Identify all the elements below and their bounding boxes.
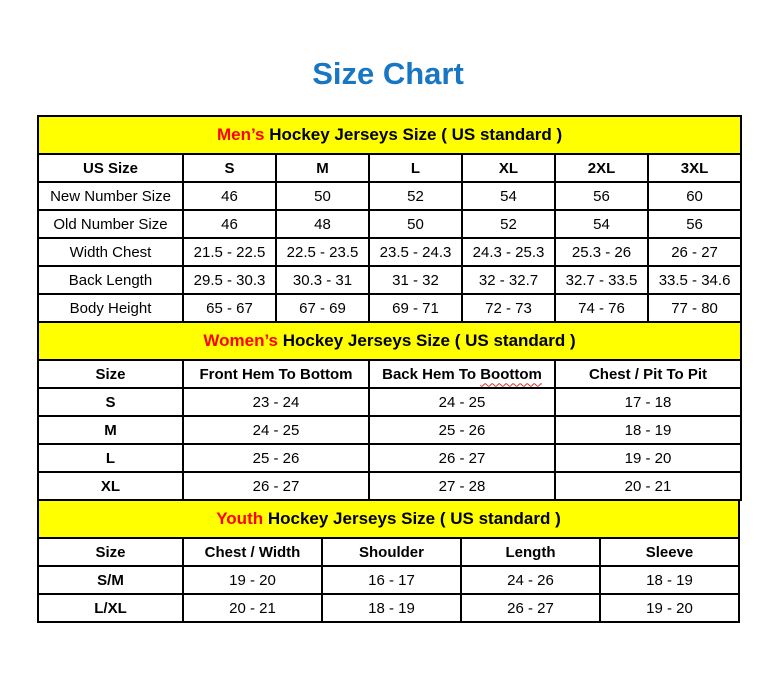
mens-section-band xyxy=(38,116,741,154)
row-label: XL xyxy=(38,472,183,500)
row-label: M xyxy=(38,416,183,444)
cell: 24 - 26 xyxy=(461,566,600,594)
cell: 25 - 26 xyxy=(369,416,555,444)
cell: 26 - 27 xyxy=(648,238,741,266)
row-label: Old Number Size xyxy=(38,210,183,238)
back-hem-prefix: Back Hem To xyxy=(382,365,481,383)
cell: 26 - 27 xyxy=(461,594,600,622)
womens-size-table xyxy=(37,321,742,501)
cell: 32 - 32.7 xyxy=(462,266,555,294)
size-chart-tables xyxy=(37,115,740,623)
cell: 54 xyxy=(462,182,555,210)
cell: 60 xyxy=(648,182,741,210)
table-row xyxy=(38,266,741,294)
youth-header-sleeve: Sleeve xyxy=(600,538,739,566)
mens-header-s: S xyxy=(183,154,276,182)
womens-header-row xyxy=(38,360,741,388)
cell: 52 xyxy=(462,210,555,238)
back-hem-misspelled-word: Boottom xyxy=(480,365,542,383)
mens-header-l: L xyxy=(369,154,462,182)
cell: 46 xyxy=(183,210,276,238)
cell: 18 - 19 xyxy=(555,416,741,444)
womens-section-band xyxy=(38,322,741,360)
cell: 67 - 69 xyxy=(276,294,369,322)
youth-section-title-highlight: Youth xyxy=(216,509,264,528)
cell: 20 - 21 xyxy=(183,594,322,622)
cell: 24 - 25 xyxy=(369,388,555,416)
cell: 20 - 21 xyxy=(555,472,741,500)
womens-header-back-hem xyxy=(369,360,555,388)
mens-header-3xl: 3XL xyxy=(648,154,741,182)
mens-header-us-size: US Size xyxy=(38,154,183,182)
mens-header-2xl: 2XL xyxy=(555,154,648,182)
cell: 50 xyxy=(276,182,369,210)
cell: 18 - 19 xyxy=(322,594,461,622)
cell: 23.5 - 24.3 xyxy=(369,238,462,266)
row-label: S xyxy=(38,388,183,416)
table-row xyxy=(38,182,741,210)
womens-header-size: Size xyxy=(38,360,183,388)
cell: 23 - 24 xyxy=(183,388,369,416)
cell: 27 - 28 xyxy=(369,472,555,500)
cell: 19 - 20 xyxy=(555,444,741,472)
cell: 48 xyxy=(276,210,369,238)
row-label: L xyxy=(38,444,183,472)
womens-header-front-hem: Front Hem To Bottom xyxy=(183,360,369,388)
cell: 46 xyxy=(183,182,276,210)
mens-section-title-highlight: Men’s xyxy=(216,125,265,144)
youth-section-title-rest: Hockey Jerseys Size ( US standard ) xyxy=(263,509,561,528)
youth-header-row xyxy=(38,538,739,566)
mens-section-title-rest: Hockey Jerseys Size ( US standard ) xyxy=(264,125,563,144)
womens-section-title-highlight: Women’s xyxy=(203,331,278,350)
row-label: L/XL xyxy=(38,594,183,622)
cell: 31 - 32 xyxy=(369,266,462,294)
table-row xyxy=(38,472,741,500)
youth-header-chest-width: Chest / Width xyxy=(183,538,322,566)
cell: 33.5 - 34.6 xyxy=(648,266,741,294)
table-row xyxy=(38,566,739,594)
row-label: Width Chest xyxy=(38,238,183,266)
cell: 24.3 - 25.3 xyxy=(462,238,555,266)
youth-section-band xyxy=(38,500,739,538)
table-row xyxy=(38,238,741,266)
cell: 52 xyxy=(369,182,462,210)
cell: 25 - 26 xyxy=(183,444,369,472)
row-label: Back Length xyxy=(38,266,183,294)
cell: 69 - 71 xyxy=(369,294,462,322)
cell: 19 - 20 xyxy=(600,594,739,622)
cell: 32.7 - 33.5 xyxy=(555,266,648,294)
cell: 56 xyxy=(648,210,741,238)
cell: 54 xyxy=(555,210,648,238)
mens-section-title xyxy=(38,116,741,154)
table-row xyxy=(38,294,741,322)
cell: 24 - 25 xyxy=(183,416,369,444)
row-label: New Number Size xyxy=(38,182,183,210)
row-label: S/M xyxy=(38,566,183,594)
mens-size-table xyxy=(37,115,742,323)
womens-section-title-rest: Hockey Jerseys Size ( US standard ) xyxy=(278,331,576,350)
cell: 72 - 73 xyxy=(462,294,555,322)
cell: 26 - 27 xyxy=(369,444,555,472)
cell: 22.5 - 23.5 xyxy=(276,238,369,266)
cell: 56 xyxy=(555,182,648,210)
table-row xyxy=(38,416,741,444)
cell: 65 - 67 xyxy=(183,294,276,322)
table-row xyxy=(38,210,741,238)
cell: 25.3 - 26 xyxy=(555,238,648,266)
table-row xyxy=(38,444,741,472)
womens-section-title xyxy=(38,322,741,360)
cell: 26 - 27 xyxy=(183,472,369,500)
mens-header-row xyxy=(38,154,741,182)
cell: 16 - 17 xyxy=(322,566,461,594)
cell: 19 - 20 xyxy=(183,566,322,594)
cell: 74 - 76 xyxy=(555,294,648,322)
youth-header-length: Length xyxy=(461,538,600,566)
youth-header-shoulder: Shoulder xyxy=(322,538,461,566)
row-label: Body Height xyxy=(38,294,183,322)
mens-header-m: M xyxy=(276,154,369,182)
youth-section-title xyxy=(38,500,739,538)
cell: 21.5 - 22.5 xyxy=(183,238,276,266)
youth-header-size: Size xyxy=(38,538,183,566)
cell: 50 xyxy=(369,210,462,238)
womens-header-chest: Chest / Pit To Pit xyxy=(555,360,741,388)
cell: 18 - 19 xyxy=(600,566,739,594)
page-title: Size Chart xyxy=(312,56,464,91)
cell: 77 - 80 xyxy=(648,294,741,322)
table-row xyxy=(38,388,741,416)
cell: 17 - 18 xyxy=(555,388,741,416)
mens-header-xl: XL xyxy=(462,154,555,182)
youth-size-table xyxy=(37,499,740,623)
cell: 30.3 - 31 xyxy=(276,266,369,294)
table-row xyxy=(38,594,739,622)
cell: 29.5 - 30.3 xyxy=(183,266,276,294)
